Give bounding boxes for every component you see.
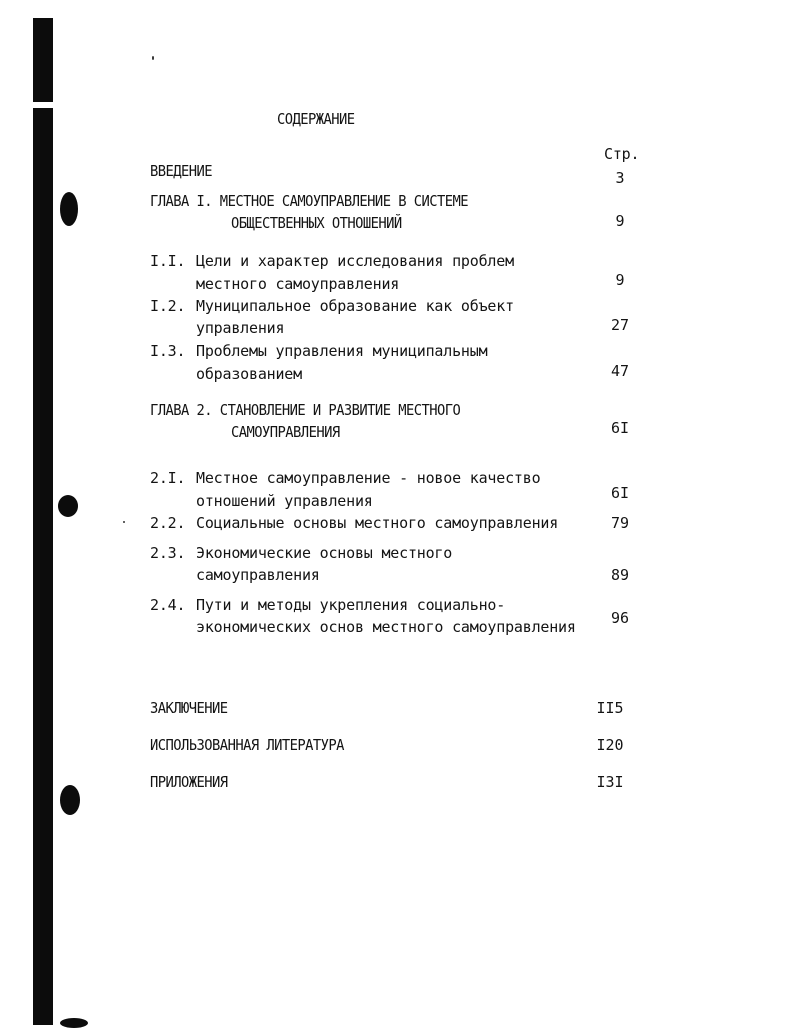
toc-section-number: 2.4.: [150, 596, 186, 614]
toc-section-title-cont: управления: [196, 319, 285, 337]
toc-page-number: 6I: [610, 419, 630, 437]
toc-section-title-cont: экономических основ местного самоуправления: [196, 618, 576, 636]
toc-section-title: Местное самоуправление - новое качество: [196, 469, 541, 487]
toc-section-title-cont: образованием: [196, 365, 302, 383]
toc-section-number: I.I.: [150, 252, 186, 270]
toc-page-number: 79: [610, 514, 630, 532]
toc-page-number: I3I: [596, 773, 624, 791]
scan-edge-bar-top: [33, 18, 53, 102]
toc-entry-introduction: ВВЕДЕНИЕ: [150, 162, 213, 180]
toc-chapter-2-title: ГЛАВА 2. СТАНОВЛЕНИЕ И РАЗВИТИЕ МЕСТНОГО: [150, 401, 461, 419]
page-column-label: Стр.: [604, 145, 640, 163]
punch-hole: [60, 1018, 88, 1028]
toc-section-title: Социальные основы местного самоуправления: [196, 514, 559, 532]
toc-section-number: 2.I.: [150, 469, 186, 487]
punch-hole: [60, 785, 80, 815]
punch-hole: [60, 192, 78, 226]
toc-page-number: 89: [610, 566, 630, 584]
toc-section-title: Экономические основы местного: [196, 544, 453, 562]
toc-page-number: 27: [610, 316, 630, 334]
toc-section-number: I.2.: [150, 297, 186, 315]
punch-hole: [58, 495, 78, 517]
toc-page-number: I20: [596, 736, 624, 754]
toc-chapter-1-title: ГЛАВА I. МЕСТНОЕ САМОУПРАВЛЕНИЕ В СИСТЕМЕ: [150, 192, 469, 210]
toc-section-title: Пути и методы укрепления социально-: [196, 596, 506, 614]
toc-page-number: II5: [596, 699, 624, 717]
toc-conclusion: ЗАКЛЮЧЕНИЕ: [150, 699, 228, 717]
toc-section-title-cont: отношений управления: [196, 492, 373, 510]
toc-page-number: 9: [615, 212, 625, 230]
toc-page-number: 3: [615, 169, 625, 187]
scan-edge-bar: [33, 108, 53, 1025]
toc-section-title: Муниципальное образование как объект: [196, 297, 514, 315]
toc-section-number: I.3.: [150, 342, 186, 360]
toc-page-number: 9: [615, 271, 625, 289]
toc-chapter-1-title-cont: ОБЩЕСТВЕННЫХ ОТНОШЕНИЙ: [231, 214, 402, 232]
toc-section-title-cont: местного самоуправления: [196, 275, 400, 293]
toc-section-title: Цели и характер исследования проблем: [196, 252, 514, 270]
scan-speck: [123, 521, 125, 523]
toc-section-title-cont: самоуправления: [196, 566, 320, 584]
toc-section-number: 2.2.: [150, 514, 186, 532]
toc-chapter-2-title-cont: САМОУПРАВЛЕНИЯ: [231, 423, 340, 441]
toc-title: СОДЕРЖАНИЕ: [277, 110, 355, 128]
toc-page-number: 96: [610, 609, 630, 627]
toc-references: ИСПОЛЬЗОВАННАЯ ЛИТЕРАТУРА: [150, 736, 344, 754]
toc-page-number: 47: [610, 362, 630, 380]
toc-section-title: Проблемы управления муниципальным: [196, 342, 488, 360]
toc-appendices: ПРИЛОЖЕНИЯ: [150, 773, 228, 791]
toc-page-number: 6I: [610, 484, 630, 502]
scan-speck: [152, 56, 154, 60]
toc-section-number: 2.3.: [150, 544, 186, 562]
